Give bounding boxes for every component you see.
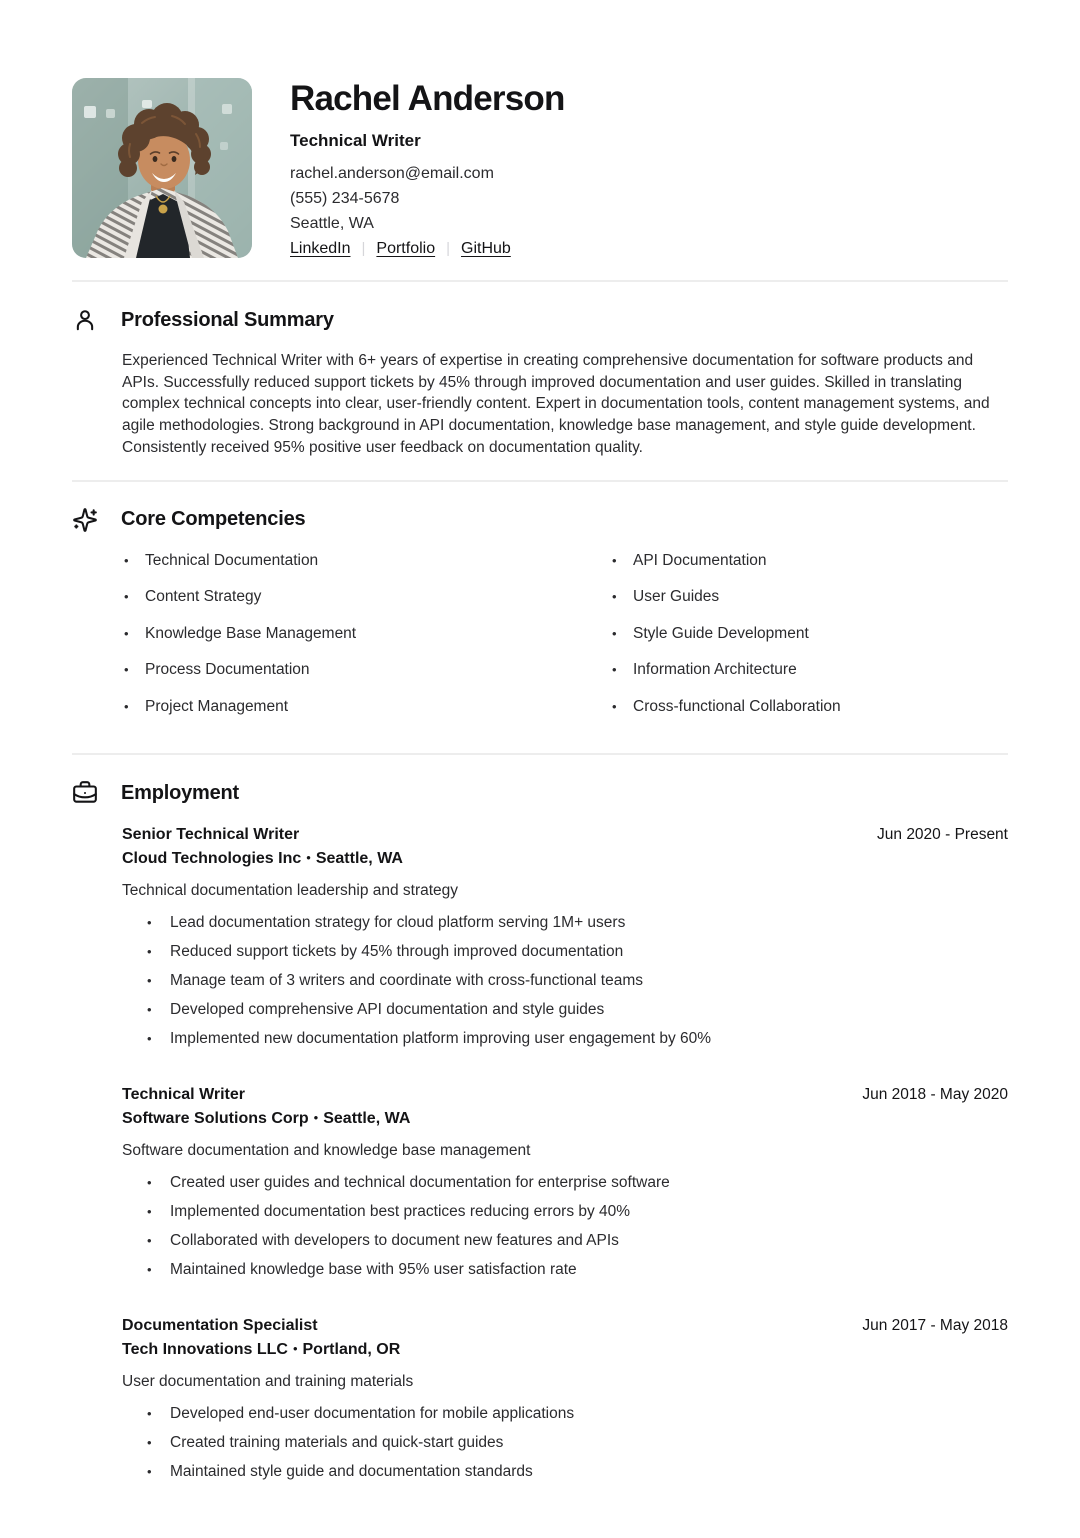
section-professional-summary (72, 280, 1008, 480)
competency-item: • Process Documentation (122, 659, 610, 680)
job-bullet: • Implemented new documentation platform improving user engagement by 60% (122, 1028, 1008, 1049)
job-title: Technical Writer (122, 1086, 245, 1104)
job-location: Portland, OR (302, 1341, 401, 1359)
competencies-grid (122, 550, 1008, 733)
competency-item: • Knowledge Base Management (122, 623, 610, 644)
competency-item: • Information Architecture (610, 659, 1008, 680)
competency-item: • Style Guide Development (610, 623, 1008, 644)
job-dates: Jun 2020 - Present (877, 826, 1008, 844)
job-header (122, 1314, 1008, 1338)
job-bullet-list (122, 1172, 1008, 1280)
job-dates: Jun 2017 - May 2018 (862, 1317, 1008, 1335)
job-location: Seattle, WA (323, 1110, 411, 1128)
job-description: User documentation and training materials (122, 1373, 414, 1391)
job-company-line (122, 1107, 1008, 1131)
header-info (290, 78, 565, 258)
company-location-separator: • (313, 1110, 319, 1126)
section-core-competencies (72, 480, 1008, 754)
summary-section-header (72, 307, 1008, 333)
briefcase-icon (72, 780, 98, 806)
competency-item: • Content Strategy (122, 586, 610, 607)
contact-location: Seattle, WA (290, 214, 374, 232)
job-entry (122, 1314, 1008, 1482)
employment-section-header (72, 780, 1008, 806)
competency-item: • Technical Documentation (122, 550, 610, 571)
job-description: Technical documentation leadership and strategy (122, 882, 459, 900)
employment-section-title: Employment (121, 781, 240, 804)
job-entry (122, 1083, 1008, 1280)
job-company-line (122, 847, 1008, 871)
job-company-line (122, 1338, 1008, 1362)
resume-header (72, 0, 1008, 280)
profile-links (290, 240, 565, 258)
competency-item: • Project Management (122, 696, 610, 717)
job-bullet: • Developed comprehensive API documentation and style guides (122, 999, 1008, 1020)
contact-email: rachel.anderson@email.com (290, 164, 494, 182)
job-bullet: • Maintained knowledge base with 95% user satisfaction rate (122, 1259, 1008, 1280)
job-description: Software documentation and knowledge base management (122, 1142, 531, 1160)
link-separator: | (446, 240, 451, 257)
competencies-left-column (122, 550, 610, 733)
employment-body (122, 823, 1008, 1482)
job-bullet: • Lead documentation strategy for cloud platform serving 1M+ users (122, 912, 1008, 933)
link-separator: | (361, 240, 366, 257)
summary-body (122, 350, 1008, 459)
job-bullet: • Created user guides and technical documentation for enterprise software (122, 1172, 1008, 1193)
job-company: Cloud Technologies Inc (122, 850, 302, 868)
candidate-title: Technical Writer (290, 130, 421, 150)
job-bullet: • Manage team of 3 writers and coordinate with cross-functional teams (122, 970, 1008, 991)
job-bullet-list (122, 912, 1008, 1049)
summary-section-title: Professional Summary (121, 308, 334, 331)
company-location-separator: • (292, 1341, 298, 1357)
linkedin-link[interactable]: LinkedIn (290, 239, 351, 257)
job-bullet: • Developed end-user documentation for mobile applications (122, 1403, 1008, 1424)
job-bullet: • Reduced support tickets by 45% through improved documentation (122, 941, 1008, 962)
job-bullet: • Implemented documentation best practices reducing errors by 40% (122, 1201, 1008, 1222)
portfolio-link[interactable]: Portfolio (376, 239, 436, 257)
job-bullet: • Maintained style guide and documentation standards (122, 1461, 1008, 1482)
job-location: Seattle, WA (315, 850, 403, 868)
job-company: Software Solutions Corp (122, 1110, 309, 1128)
sparkles-icon (72, 507, 98, 533)
competencies-body (122, 550, 1008, 733)
github-link[interactable]: GitHub (461, 239, 511, 257)
user-icon (72, 307, 98, 333)
section-employment (72, 753, 1008, 1511)
job-title: Senior Technical Writer (122, 826, 300, 844)
job-company: Tech Innovations LLC (122, 1341, 288, 1359)
competency-item: • User Guides (610, 586, 1008, 607)
job-dates: Jun 2018 - May 2020 (862, 1086, 1008, 1104)
job-bullet: • Collaborated with developers to document new features and APIs (122, 1230, 1008, 1251)
competencies-section-header (72, 507, 1008, 533)
company-location-separator: • (306, 850, 311, 866)
contact-phone: (555) 234-5678 (290, 189, 400, 207)
job-header (122, 1083, 1008, 1107)
profile-photo (72, 78, 252, 258)
competencies-right-column (610, 550, 1008, 733)
job-header (122, 823, 1008, 847)
summary-text: Experienced Technical Writer with 6+ years of expertise in creating comprehensive documentation for software products and APIs. Successfully reduced support tickets by 45% through improved documentation and user guides. Skilled in translating complex technical concepts into clear, user-friendly content. Expert in documentation tools, content management systems, and agile methodologies. Strong background in API documentation, knowledge base management, and style guide development. Consistently received 95% positive user feedback on documentation quality. (122, 352, 990, 456)
competency-item: • Cross-functional Collaboration (610, 696, 1008, 717)
job-bullet: • Created training materials and quick-start guides (122, 1432, 1008, 1453)
competencies-section-title: Core Competencies (121, 508, 306, 531)
candidate-name: Rachel Anderson (290, 79, 565, 118)
competency-item: • API Documentation (610, 550, 1008, 571)
job-entry (122, 823, 1008, 1049)
job-bullet-list (122, 1403, 1008, 1482)
job-title: Documentation Specialist (122, 1317, 318, 1335)
